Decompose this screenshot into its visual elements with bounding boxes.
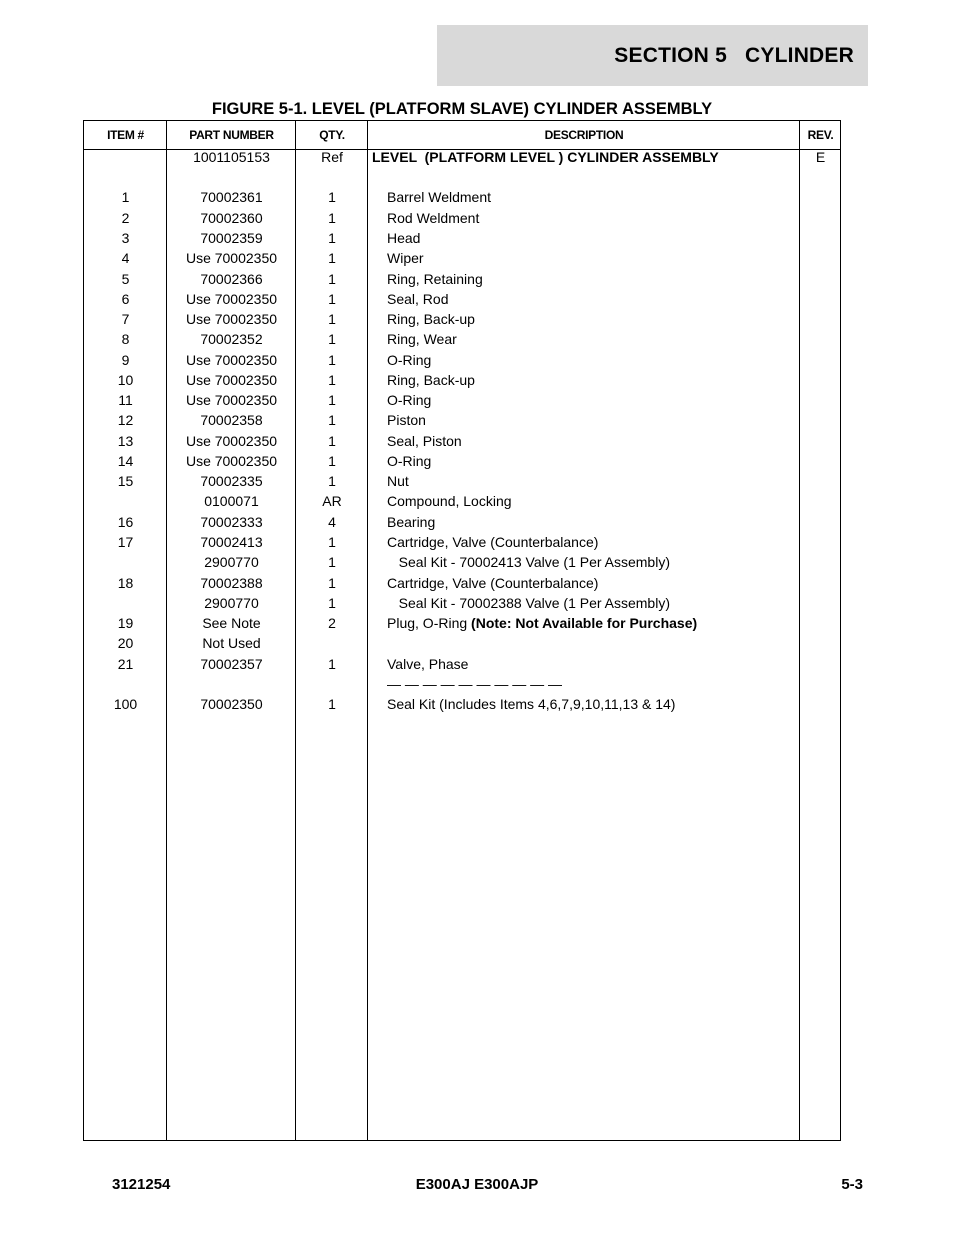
description-text: LEVEL (PLATFORM LEVEL ) CYLINDER ASSEMBLY: [372, 149, 719, 165]
table-row: [84, 329, 840, 349]
description-cell: [368, 593, 819, 613]
description-cell: [368, 350, 819, 370]
part-number-cell: 2900770: [204, 595, 259, 611]
description-cell: [368, 674, 819, 694]
part-number-cell: 70002335: [200, 473, 263, 489]
description-cell: [368, 187, 819, 207]
description-text: Seal Kit - 70002413 Valve (1 Per Assembly): [387, 554, 670, 570]
qty-cell: 1: [328, 575, 336, 591]
item-cell: 18: [117, 575, 134, 591]
description-cell: [368, 147, 804, 167]
description-note: (Note: Not Available for Purchase): [471, 615, 698, 631]
description-cell: [368, 248, 819, 268]
description-cell: [368, 471, 819, 491]
part-number-cell: Use 70002350: [185, 311, 278, 327]
qty-cell: 1: [328, 392, 336, 408]
part-number-cell: Use 70002350: [185, 250, 278, 266]
description-text: Ring, Back-up: [387, 311, 475, 327]
qty-cell: 1: [328, 453, 336, 469]
table-row: [84, 593, 840, 613]
description-cell: [368, 491, 819, 511]
part-number-cell: 70002357: [200, 656, 263, 672]
description-text: Ring, Back-up: [387, 372, 475, 388]
part-number-cell: 0100071: [204, 493, 259, 509]
header-item: ITEM #: [107, 128, 144, 142]
description-text: O-Ring: [387, 453, 432, 469]
table-row: [84, 451, 840, 471]
part-number-cell: Use 70002350: [185, 372, 278, 388]
item-cell: 8: [121, 331, 130, 347]
table-row: [84, 208, 840, 228]
section-banner: [437, 25, 868, 86]
table-row: [84, 370, 840, 390]
description-text: Piston: [387, 412, 426, 428]
description-cell: [368, 370, 819, 390]
item-cell: 14: [117, 453, 134, 469]
description-cell: [368, 532, 819, 552]
qty-cell: 1: [328, 331, 336, 347]
part-number-cell: 70002350: [200, 696, 263, 712]
item-cell: 13: [117, 433, 134, 449]
table-row: [84, 694, 840, 714]
qty-cell: 1: [328, 534, 336, 550]
qty-cell: 1: [328, 271, 336, 287]
table-row: [84, 552, 840, 572]
qty-cell: AR: [322, 493, 342, 509]
qty-cell: Ref: [321, 149, 343, 165]
header-part-number: PART NUMBER: [189, 128, 274, 142]
qty-cell: 2: [328, 615, 336, 631]
footer-doc-number: 3121254: [112, 1176, 171, 1193]
part-number-cell: 2900770: [204, 554, 259, 570]
qty-cell: 1: [328, 210, 336, 226]
description-text: Cartridge, Valve (Counterbalance): [387, 534, 599, 550]
description-cell: [368, 654, 819, 674]
description-cell: [368, 694, 819, 714]
description-text: — — — — — — — — — —: [387, 676, 563, 692]
table-row: [84, 573, 840, 593]
qty-cell: 4: [328, 514, 336, 530]
item-cell: 10: [117, 372, 134, 388]
part-number-cell: 70002388: [200, 575, 263, 591]
item-cell: 15: [117, 473, 134, 489]
description-text: Valve, Phase: [387, 656, 469, 672]
qty-cell: 1: [328, 473, 336, 489]
part-number-cell: 70002366: [200, 271, 263, 287]
table-row: [84, 187, 840, 207]
description-cell: [368, 573, 819, 593]
part-number-cell: Use 70002350: [185, 453, 278, 469]
qty-cell: 1: [328, 554, 336, 570]
table-row: [84, 532, 840, 552]
qty-cell: 1: [328, 230, 336, 246]
item-cell: 21: [117, 656, 134, 672]
description-cell: [368, 431, 819, 451]
item-cell: 17: [117, 534, 134, 550]
item-cell: 11: [118, 392, 133, 408]
description-text: Ring, Retaining: [387, 271, 483, 287]
description-cell: [368, 552, 819, 572]
item-cell: 100: [113, 696, 138, 712]
table-row: [84, 390, 840, 410]
item-cell: 20: [117, 635, 134, 651]
qty-cell: 1: [328, 291, 336, 307]
item-cell: 6: [121, 291, 130, 307]
table-row: [84, 491, 840, 511]
description-cell: [368, 451, 819, 471]
description-text: Head: [387, 230, 421, 246]
part-number-cell: Use 70002350: [185, 433, 278, 449]
part-number-cell: Use 70002350: [185, 392, 278, 408]
description-cell: [368, 309, 819, 329]
table-row: [84, 309, 840, 329]
item-cell: 4: [121, 250, 130, 266]
footer-page-number: 5-3: [841, 1176, 863, 1193]
part-number-cell: 1001105153: [193, 149, 270, 165]
table-row: [84, 248, 840, 268]
description-cell: [368, 512, 819, 532]
description-text: Compound, Locking: [387, 493, 512, 509]
description-text: Barrel Weldment: [387, 189, 492, 205]
part-number-cell: Not Used: [202, 635, 261, 651]
description-text: Wiper: [387, 250, 424, 266]
figure-title: FIGURE 5-1. LEVEL (PLATFORM SLAVE) CYLINDER ASSEMBLY: [211, 100, 713, 118]
qty-cell: 1: [328, 412, 336, 428]
table-row: [84, 512, 840, 532]
header-qty: QTY.: [319, 128, 345, 142]
description-cell: [368, 410, 819, 430]
description-text: Seal, Rod: [387, 291, 449, 307]
qty-cell: 1: [328, 433, 336, 449]
item-cell: 12: [117, 412, 134, 428]
item-cell: 19: [117, 615, 134, 631]
qty-cell: 1: [328, 696, 336, 712]
part-number-cell: Use 70002350: [185, 291, 278, 307]
description-text: Plug, O-Ring: [387, 615, 472, 631]
qty-cell: 1: [328, 250, 336, 266]
description-cell: [368, 329, 819, 349]
table-row: [84, 289, 840, 309]
description-text: Seal, Piston: [387, 433, 462, 449]
table-row: [84, 431, 840, 451]
description-cell: [368, 208, 819, 228]
parts-table: [83, 120, 841, 1141]
item-cell: 9: [121, 352, 130, 368]
table-row: [84, 410, 840, 430]
table-row: [84, 633, 840, 653]
description-cell: [368, 289, 819, 309]
part-number-cell: 70002333: [200, 514, 263, 530]
item-cell: 16: [117, 514, 134, 530]
part-number-cell: See Note: [202, 615, 261, 631]
part-number-cell: 70002352: [200, 331, 263, 347]
part-number-cell: 70002359: [200, 230, 263, 246]
description-cell: [368, 269, 819, 289]
header-description: DESCRIPTION: [544, 128, 624, 142]
description-text: Ring, Wear: [387, 331, 457, 347]
qty-cell: 1: [328, 189, 336, 205]
part-number-cell: 70002361: [200, 189, 263, 205]
description-text: Nut: [387, 473, 409, 489]
qty-cell: 1: [328, 595, 336, 611]
description-cell: [368, 228, 819, 248]
qty-cell: 1: [328, 372, 336, 388]
table-row: [84, 654, 840, 674]
item-cell: 2: [121, 210, 130, 226]
table-row: [84, 228, 840, 248]
section-title: SECTION 5 CYLINDER: [614, 43, 854, 67]
part-number-cell: 70002358: [200, 412, 263, 428]
table-row: [84, 471, 840, 491]
item-cell: 1: [121, 189, 130, 205]
item-cell: 5: [121, 271, 130, 287]
table-row: [84, 350, 840, 370]
table-row: [84, 674, 840, 694]
footer-model: E300AJ E300AJP: [415, 1176, 539, 1193]
description-cell: [368, 613, 819, 633]
part-number-cell: Use 70002350: [185, 352, 278, 368]
table-row: [84, 147, 840, 167]
description-text: Bearing: [387, 514, 436, 530]
part-number-cell: 70002360: [200, 210, 263, 226]
item-cell: 3: [121, 230, 130, 246]
rev-cell: E: [815, 149, 826, 165]
description-text: Cartridge, Valve (Counterbalance): [387, 575, 599, 591]
part-number-cell: 70002413: [200, 534, 263, 550]
header-rev: REV.: [807, 128, 834, 142]
description-text: O-Ring: [387, 352, 432, 368]
table-row: [84, 269, 840, 289]
description-text: Rod Weldment: [387, 210, 480, 226]
description-cell: [368, 390, 819, 410]
item-cell: 7: [121, 311, 130, 327]
description-text: Seal Kit (Includes Items 4,6,7,9,10,11,13 & 14): [387, 696, 676, 712]
qty-cell: 1: [328, 311, 336, 327]
table-row: [84, 613, 840, 633]
description-text: Seal Kit - 70002388 Valve (1 Per Assembly): [387, 595, 670, 611]
qty-cell: 1: [328, 656, 336, 672]
qty-cell: 1: [328, 352, 336, 368]
description-text: O-Ring: [387, 392, 432, 408]
